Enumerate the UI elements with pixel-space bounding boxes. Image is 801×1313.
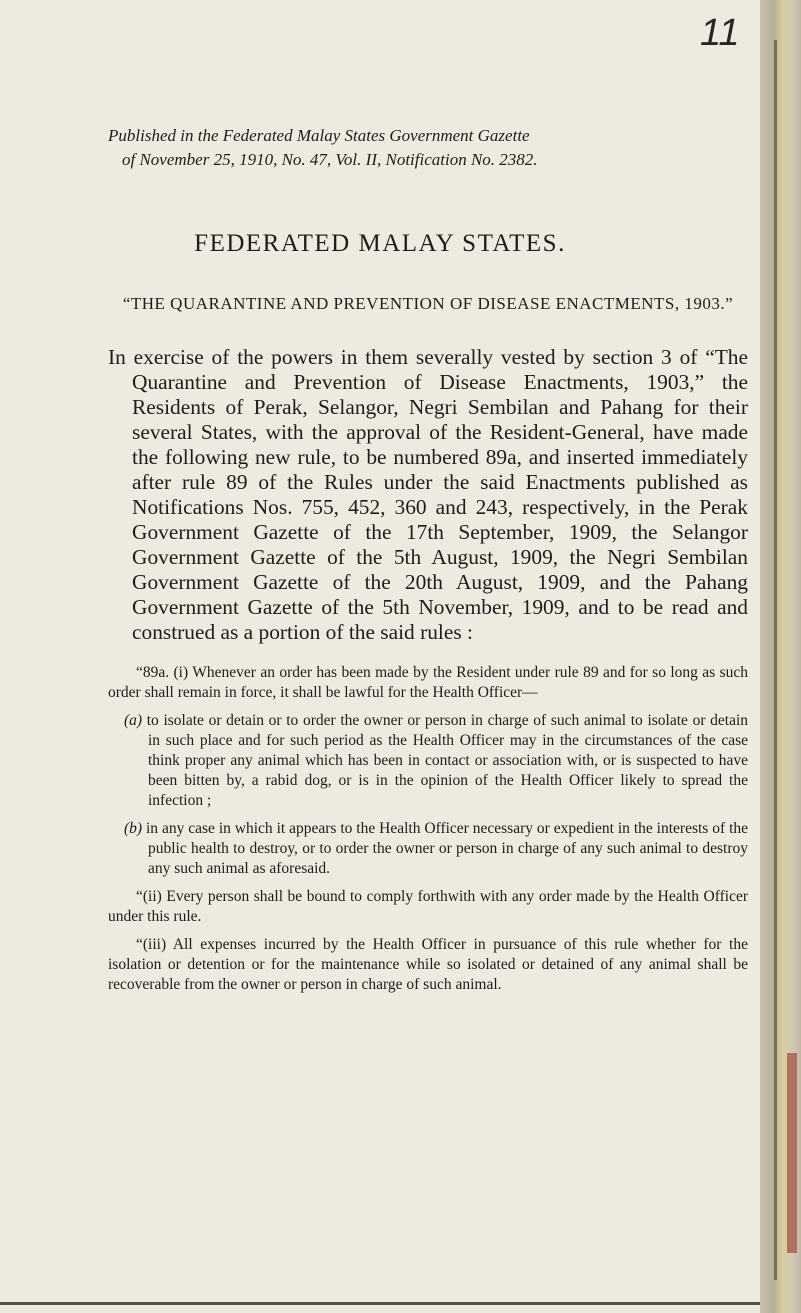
bottom-divider [0, 1302, 760, 1305]
preamble-paragraph [108, 345, 748, 645]
binding-stripe [774, 40, 777, 1280]
clause-a [116, 711, 748, 811]
preamble-text: In exercise of the powers in them severally vested by section 3 of “The Quarantine and Prevention of Disease Enactments, 1903,” the Residents of Perak, Selangor, Negri Sembilan and Pahang for their several States, with the approval of the Resident-General, have made the following new rule, to be numbered 89a, and inserted immediately after rule 89 of the Rules under the said Enactments published as Notifications Nos. 755, 452, 360 and 243, respectively, in the Perak Government Gazette of the 17th September, 1909, the Selangor Government Gazette of the 5th August, 1909, the Negri Sembilan Government Gazette of the 20th August, 1909, and the Pahang Government Gazette of the 5th November, 1909, and to be read and construed as a portion of the said rules : [108, 345, 748, 644]
publication-note [108, 124, 748, 172]
document-title: FEDERATED MALAY STATES. [194, 230, 566, 257]
publication-line-2: of November 25, 1910, No. 47, Vol. II, Notification No. 2382. [122, 150, 538, 169]
page-number: 11 [700, 12, 740, 54]
rule-para-ii: “(ii) Every person shall be bound to comply forthwith with any order made by the Health Officer under this rule. [108, 888, 748, 925]
enactment-subtitle: “THE QUARANTINE AND PREVENTION OF DISEASE ENACTMENTS, 1903.” [122, 294, 734, 313]
binding-ribbon [787, 1053, 797, 1253]
rule-para-iii: “(iii) All expenses incurred by the Health Officer in pursuance of this rule whether for the isolation or detention or for the maintenance while so isolated or detained of any animal shall be recoverable from the owner or person in charge of such animal. [108, 936, 748, 993]
clause-b [116, 819, 748, 879]
clause-a-letter: (a) [124, 712, 143, 729]
publication-line-1: Published in the Federated Malay States Government Gazette [108, 126, 530, 145]
clause-b-letter: (b) [124, 820, 143, 837]
rule-intro: “89a. (i) Whenever an order has been made by the Resident under rule 89 and for so long as such order shall remain in force, it shall be lawful for the Health Officer— [108, 664, 748, 701]
clause-a-text: to isolate or detain or to order the owner or person in charge of such animal to isolate or detain in such place and for such period as the Health Officer may in the circumstances of the case think proper any animal which has been in contact or association with, or is suspected to have been bitten by, a rabid dog, or is in the opinion of the Health Officer likely to spread the infection ; [146, 712, 749, 809]
clause-b-text: in any case in which it appears to the Health Officer necessary or expedient in the interests of the public health to destroy, or to order the owner or person in charge of any such animal to destroy any such animal as aforesaid. [146, 820, 749, 877]
rule-89a [108, 663, 748, 1003]
book-binding-edge [760, 0, 801, 1313]
